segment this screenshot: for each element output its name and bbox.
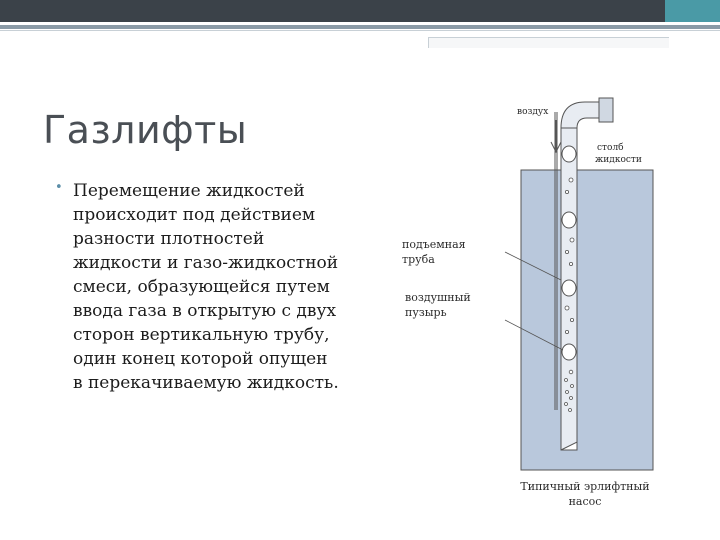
- air-bubble-small: [565, 306, 569, 310]
- air-bubble-small: [565, 250, 568, 253]
- label-air: воздух: [517, 107, 549, 117]
- bullet-line: смеси, образующейся путем: [73, 277, 330, 297]
- label-air-bubble-2: пузырь: [405, 306, 447, 319]
- top-decorative-band: [0, 0, 720, 22]
- label-air-bubble-1: воздушный: [405, 291, 471, 304]
- air-bubble-small: [566, 391, 569, 394]
- bullet-icon: •: [55, 180, 63, 195]
- air-bubble-small: [569, 409, 572, 412]
- bullet-line: разности плотностей: [73, 229, 265, 249]
- bullet-line: ввода газа в открытую с двух: [73, 301, 337, 321]
- pipe-outlet-flange: [599, 98, 613, 122]
- air-bubble-large: [562, 146, 576, 162]
- bullet-line: Перемещение жидкостей: [73, 181, 305, 201]
- label-liquid-column-1: столб: [597, 143, 624, 153]
- slide-title: Газлифты: [43, 108, 248, 152]
- air-bubble-small: [571, 385, 574, 388]
- air-bubble-small: [570, 318, 573, 321]
- air-bubble-small: [565, 330, 568, 333]
- bullet-line: один конец которой опущен: [73, 349, 328, 369]
- air-bubble-small: [569, 370, 573, 374]
- bullet-line: жидкости и газо-жидкостной: [73, 253, 339, 273]
- top-rule-thin: [0, 30, 720, 31]
- air-bubble-small: [565, 379, 568, 382]
- pipe-elbow: [561, 102, 601, 128]
- airlift-pump-diagram: [395, 80, 685, 520]
- air-bubble-small: [565, 403, 568, 406]
- label-lift-pipe-1: подъемная: [402, 238, 466, 251]
- air-bubble-small: [569, 178, 573, 182]
- bullet-line: в перекачиваемую жидкость.: [73, 373, 339, 393]
- bullet-line: происходит под действием: [73, 205, 316, 225]
- bullet-line: сторон вертикальную трубу,: [73, 325, 330, 345]
- liquid-tank: [521, 170, 653, 470]
- bullet-item: [55, 179, 360, 395]
- air-bubble-small: [570, 238, 574, 242]
- bullet-text: [73, 179, 360, 395]
- caption-line-1: Типичный эрлифтный: [520, 480, 650, 493]
- caption-line-2: насос: [568, 495, 602, 508]
- decorative-tab-strip: [428, 37, 669, 48]
- top-accent-block: [665, 0, 720, 22]
- air-bubble-large: [562, 344, 576, 360]
- air-bubble-large: [562, 280, 576, 296]
- air-bubble-large: [562, 212, 576, 228]
- label-liquid-column-2: жидкости: [595, 155, 642, 165]
- top-rule: [0, 25, 720, 29]
- air-bubble-small: [565, 190, 568, 193]
- label-lift-pipe-2: труба: [402, 253, 435, 266]
- air-bubble-small: [569, 262, 572, 265]
- air-bubble-small: [570, 397, 573, 400]
